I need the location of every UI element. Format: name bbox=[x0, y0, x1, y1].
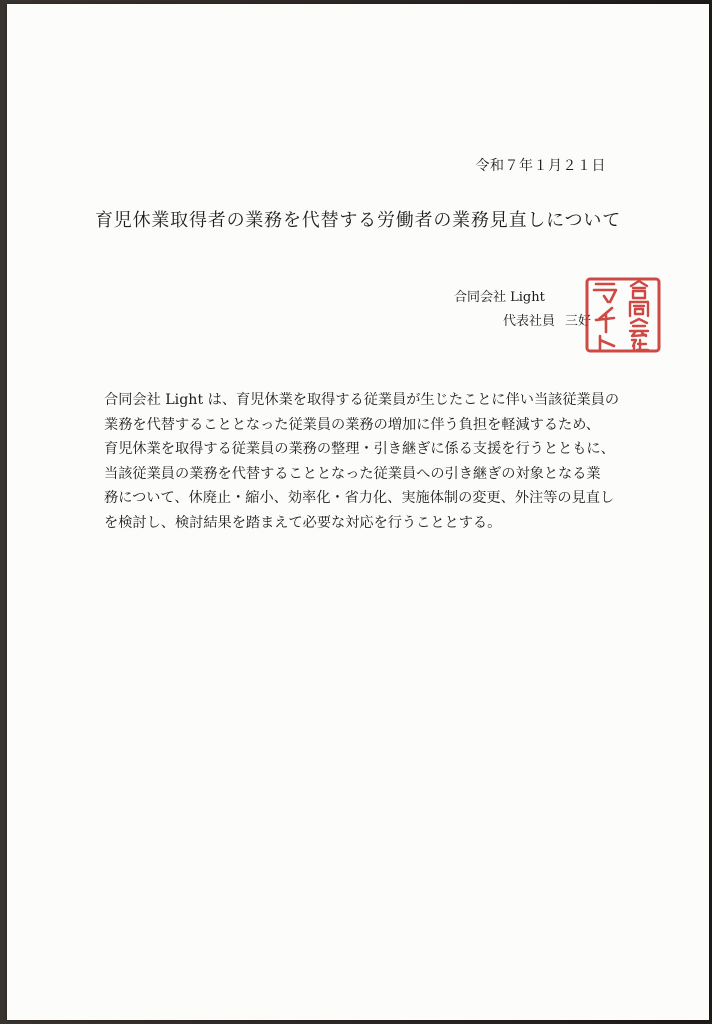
body-line: 当該従業員の業務を代替することとなった従業員への引き継ぎの対象となる業 bbox=[104, 465, 601, 482]
document-title: 育児休業取得者の業務を代替する労働者の業務見直しについて bbox=[94, 210, 622, 231]
representative-name: 三好 bbox=[565, 314, 592, 329]
body-line: を検討し、検討結果を踏まえて必要な対応を行うこととする。 bbox=[104, 514, 502, 531]
document-page bbox=[7, 4, 709, 1020]
representative-title: 代表社員 bbox=[503, 314, 556, 329]
body-line: 育児休業を取得する従業員の業務の整理・引き継ぎに係る支援を行うとともに、 bbox=[104, 441, 615, 457]
representative-line bbox=[503, 310, 591, 329]
body-line: 務について、休廃止・縮小、効率化・省力化、実施体制の変更、外注等の見直し bbox=[104, 490, 615, 506]
company-seal-icon bbox=[584, 276, 662, 354]
body-line: 業務を代替することとなった従業員の業務の増加に伴う負担を軽減するため、 bbox=[104, 416, 600, 433]
body-line: 合同会社 Light は、育児休業を取得する従業員が生じたことに伴い当該従業員の bbox=[104, 392, 620, 408]
document-date: 令和７年１月２１日 bbox=[475, 158, 606, 174]
body-paragraph bbox=[104, 388, 624, 535]
company-name: 合同会社 Light bbox=[454, 290, 545, 305]
